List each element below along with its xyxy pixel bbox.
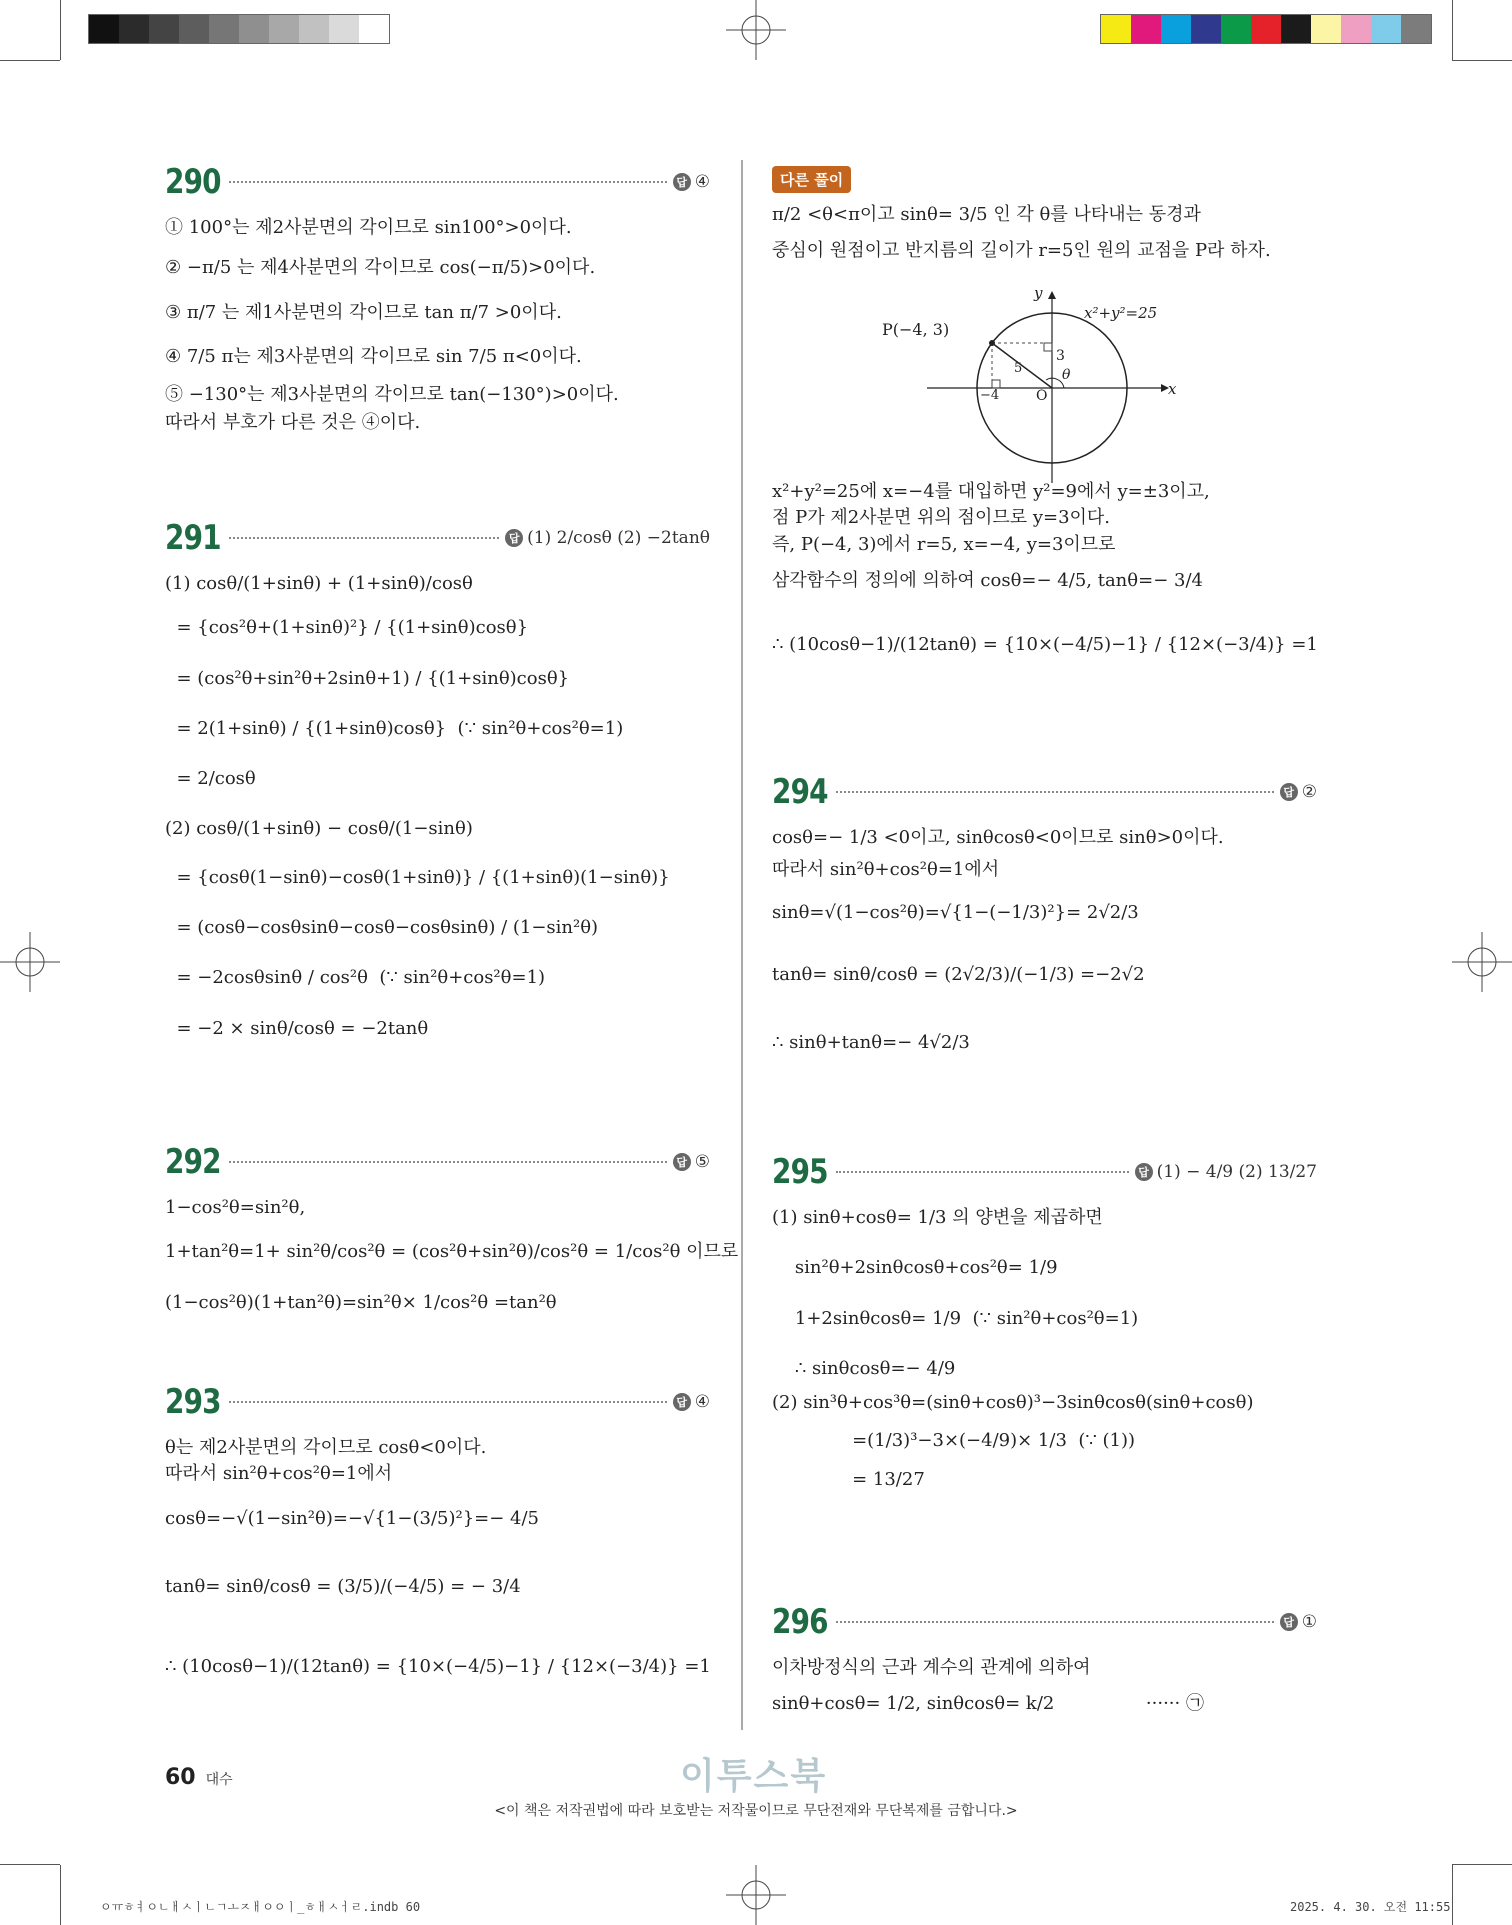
color-swatch xyxy=(1401,15,1431,43)
color-swatch xyxy=(149,15,179,43)
solution-line: 1−cos²θ=sin²θ, xyxy=(165,1197,306,1218)
solution-line: (1) cosθ/(1+sinθ) + (1+sinθ)/cosθ xyxy=(165,573,473,594)
point-p-label: P(−4, 3) xyxy=(882,320,950,339)
solution-lines xyxy=(165,1196,739,1315)
problem-290 xyxy=(165,160,710,436)
color-swatch xyxy=(1161,15,1191,43)
solution-line: π/2 <θ<π이고 sinθ= 3/5 인 각 θ를 나타내는 동경과 xyxy=(772,204,1201,225)
answer xyxy=(1280,782,1317,802)
problem-header xyxy=(772,1150,1317,1194)
problem-number: 293 xyxy=(165,1382,221,1422)
problem-number: 294 xyxy=(772,772,828,812)
leader-dots xyxy=(229,1401,667,1403)
color-swatch xyxy=(1221,15,1251,43)
problem-296 xyxy=(772,1600,1317,1717)
alt-solution-badge: 다른 풀이 xyxy=(772,166,851,193)
answer-value: (1) 2/cosθ (2) −2tanθ xyxy=(527,528,710,548)
solution-line: 1+tan²θ=1+ sin²θ/cos²θ = (cos²θ+sin²θ)/cos²θ = 1/cos²θ 이므로 xyxy=(165,1241,739,1263)
solution-line: 1+2sinθcosθ= 1/9 (∵ sin²θ+cos²θ=1) xyxy=(772,1307,1139,1329)
crop-mark xyxy=(1452,1864,1512,1865)
crop-mark xyxy=(60,1865,61,1925)
color-swatch xyxy=(1281,15,1311,43)
solution-line: ∴ (10cosθ−1)/(12tanθ) = {10×(−4/5)−1} / {12×(−3/4)} =1 xyxy=(772,634,1318,656)
problem-header xyxy=(772,770,1317,814)
solution-line: sin²θ+2sinθcosθ+cos²θ= 1/9 xyxy=(772,1257,1058,1279)
problem-header xyxy=(165,1140,710,1184)
origin-label: O xyxy=(1036,388,1048,404)
leader-dots xyxy=(836,1621,1274,1623)
problem-number: 292 xyxy=(165,1142,221,1182)
x-axis-label: x xyxy=(1168,380,1177,398)
answer-icon: 답 xyxy=(1280,1613,1298,1631)
problem-header xyxy=(772,1600,1317,1644)
solution-line: = −2cosθsinθ / cos²θ (∵ sin²θ+cos²θ=1) xyxy=(165,967,546,989)
color-swatch xyxy=(1371,15,1401,43)
solution-line: ③ π/7 는 제1사분면의 각이므로 tan π/7 >0이다. xyxy=(165,301,562,323)
answer-icon: 답 xyxy=(673,1393,691,1411)
alternative-solution xyxy=(772,166,1317,264)
answer-value: ⑤ xyxy=(694,1152,710,1172)
solution-line: = −2 × sinθ/cosθ = −2tanθ xyxy=(165,1017,429,1039)
answer-icon: 답 xyxy=(505,529,523,547)
alternative-solution-continued xyxy=(772,480,1317,657)
solution-line: = (cos²θ+sin²θ+2sinθ+1) / {(1+sinθ)cosθ} xyxy=(165,667,570,689)
problem-292 xyxy=(165,1140,739,1315)
y-axis-label: y xyxy=(1034,284,1043,302)
solution-line: ∴ sinθcosθ=− 4/9 xyxy=(772,1357,956,1379)
solution-line: (2) sin³θ+cos³θ=(sinθ+cosθ)³−3sinθcosθ(sinθ+cosθ) xyxy=(772,1392,1254,1414)
solution-lines xyxy=(772,826,1317,1055)
solution-line: ∴ sinθ+tanθ=− 4√2/3 xyxy=(772,1032,970,1054)
answer xyxy=(673,1152,710,1172)
color-swatch xyxy=(269,15,299,43)
registration-mark-left xyxy=(0,932,60,992)
color-swatch xyxy=(1251,15,1281,43)
answer-value: ① xyxy=(1301,1612,1317,1632)
solution-line: 중심이 원점이고 반지름의 길이가 r=5인 원의 교점을 P라 하자. xyxy=(772,240,1271,262)
page-footer xyxy=(165,1765,233,1790)
leader-dots xyxy=(836,1171,1129,1173)
solution-line: ① 100°는 제2사분면의 각이므로 sin100°>0이다. xyxy=(165,217,572,238)
answer-icon: 답 xyxy=(673,1153,691,1171)
solution-line: sinθ=√(1−cos²θ)=√{1−(−1/3)²}= 2√2/3 xyxy=(772,901,1139,923)
answer-icon: 답 xyxy=(1280,783,1298,801)
color-swatch xyxy=(1191,15,1221,43)
crop-mark xyxy=(0,60,60,61)
solution-line: tanθ= sinθ/cosθ = (2√2/3)/(−1/3) =−2√2 xyxy=(772,963,1145,985)
subject-label: 대수 xyxy=(205,1772,233,1788)
answer-icon: 답 xyxy=(673,173,691,191)
solution-line: = {cosθ(1−sinθ)−cosθ(1+sinθ)} / {(1+sinθ)(1−sinθ)} xyxy=(165,866,670,888)
problem-295 xyxy=(772,1150,1317,1492)
solution-line: θ는 제2사분면의 각이므로 cosθ<0이다. xyxy=(165,1437,487,1458)
problem-291 xyxy=(165,516,710,1041)
solution-lines xyxy=(165,572,710,1041)
problem-number: 295 xyxy=(772,1152,828,1192)
solution-line: (2) cosθ/(1+sinθ) − cosθ/(1−sinθ) xyxy=(165,818,473,840)
problem-number: 290 xyxy=(165,162,221,202)
unit-circle-figure xyxy=(882,284,1182,488)
solution-line: 삼각함수의 정의에 의하여 cosθ=− 4/5, tanθ=− 3/4 xyxy=(772,569,1203,591)
problem-294 xyxy=(772,770,1317,1055)
registration-mark-bottom xyxy=(726,1865,786,1925)
page-number: 60 xyxy=(165,1765,196,1790)
answer-value: ④ xyxy=(694,172,710,192)
solution-lines xyxy=(772,203,1317,264)
color-swatch xyxy=(1131,15,1161,43)
solution-line: 따라서 sin²θ+cos²θ=1에서 xyxy=(772,859,1000,881)
leader-dots xyxy=(229,537,499,539)
color-swatch xyxy=(209,15,239,43)
color-swatch xyxy=(89,15,119,43)
problem-header xyxy=(165,160,710,204)
crop-mark xyxy=(0,1864,60,1865)
solution-line: cosθ=− 1/3 <0이고, sinθcosθ<0이므로 sinθ>0이다. xyxy=(772,827,1224,848)
color-swatch xyxy=(1101,15,1131,43)
solution-line: 점 P가 제2사분면 위의 점이므로 y=3이다. xyxy=(772,507,1111,529)
solution-line: =(1/3)³−3×(−4/9)× 1/3 (∵ (1)) xyxy=(772,1430,1136,1452)
answer xyxy=(505,528,710,548)
solution-line: ⑤ −130°는 제3사분면의 각이므로 tan(−130°)>0이다. xyxy=(165,384,619,406)
crop-mark xyxy=(1452,60,1512,61)
column-divider xyxy=(741,160,743,1730)
copyright-notice: <이 책은 저작권법에 따라 보호받는 저작물이므로 무단전재와 무단복제를 금합니다.> xyxy=(494,1803,1018,1819)
solution-line: ④ 7/5 π는 제3사분면의 각이므로 sin 7/5 π<0이다. xyxy=(165,345,582,367)
color-swatch xyxy=(1311,15,1341,43)
solution-line: 즉, P(−4, 3)에서 r=5, x=−4, y=3이므로 xyxy=(772,533,1116,555)
leader-dots xyxy=(229,181,667,183)
solution-line: tanθ= sinθ/cosθ = (3/5)/(−4/5) = − 3/4 xyxy=(165,1575,521,1597)
x-coordinate-label: −4 xyxy=(980,388,1000,403)
color-swatch xyxy=(1341,15,1371,43)
crop-mark xyxy=(1452,1865,1453,1925)
solution-line: ∴ (10cosθ−1)/(12tanθ) = {10×(−4/5)−1} / {12×(−3/4)} =1 xyxy=(165,1656,711,1678)
circle-equation-label: x²+y²=25 xyxy=(1084,304,1158,322)
leader-dots xyxy=(836,791,1274,793)
solution-lines xyxy=(165,1436,710,1679)
color-swatch xyxy=(359,15,389,43)
solution-line: cosθ=−√(1−sin²θ)=−√{1−(3/5)²}=− 4/5 xyxy=(165,1507,540,1529)
solution-line: = 13/27 xyxy=(772,1468,925,1490)
answer xyxy=(673,1392,710,1412)
answer-icon: 답 xyxy=(1135,1163,1153,1181)
solution-line: 이차방정식의 근과 계수의 관계에 의하여 xyxy=(772,1657,1091,1678)
crop-mark xyxy=(60,0,61,60)
theta-label: θ xyxy=(1062,367,1071,383)
registration-mark-top xyxy=(726,0,786,60)
print-timestamp: 2025. 4. 30. 오전 11:55 xyxy=(1290,1900,1451,1914)
solution-line: x²+y²=25에 x=−4를 대입하면 y²=9에서 y=±3이고, xyxy=(772,481,1210,502)
answer xyxy=(1280,1612,1317,1632)
file-slug: ㅇㅠㅎㅕㅇㄴㅐㅅㅣㄴㄱㅗㅈㅐㅇㅇㅣ_ㅎㅐㅅㅓㄹ.indb 60 xyxy=(100,1900,421,1914)
solution-line: sinθ+cosθ= 1/2, sinθcosθ= k/2 ······ ㉠ xyxy=(772,1693,1204,1715)
color-swatch xyxy=(179,15,209,43)
radius-label: 5 xyxy=(1014,361,1023,376)
height-label: 3 xyxy=(1056,348,1065,364)
solution-lines xyxy=(772,480,1317,657)
solution-line: = 2(1+sinθ) / {(1+sinθ)cosθ} (∵ sin²θ+cos²θ=1) xyxy=(165,717,624,739)
crop-mark xyxy=(1452,0,1453,60)
color-swatch xyxy=(239,15,269,43)
gray-color-bar xyxy=(88,14,390,44)
problem-number: 296 xyxy=(772,1602,828,1642)
answer xyxy=(673,172,710,192)
leader-dots xyxy=(229,1161,667,1163)
problem-header xyxy=(165,1380,710,1424)
solution-line: = 2/cosθ xyxy=(165,768,256,790)
solution-line: 따라서 부호가 다른 것은 ④이다. xyxy=(165,412,421,434)
problem-293 xyxy=(165,1380,710,1679)
solution-lines xyxy=(772,1206,1317,1492)
solution-line: (1) sinθ+cosθ= 1/3 의 양변을 제곱하면 xyxy=(772,1207,1103,1228)
solution-lines xyxy=(772,1656,1317,1717)
answer-value: (1) − 4/9 (2) 13/27 xyxy=(1156,1162,1317,1182)
publisher-logo: 이투스북 xyxy=(680,1756,828,1797)
solution-line: ② −π/5 는 제4사분면의 각이므로 cos(−π/5)>0이다. xyxy=(165,257,596,279)
color-bar xyxy=(1100,14,1432,44)
answer-value: ④ xyxy=(694,1392,710,1412)
problem-number: 291 xyxy=(165,518,221,558)
solution-line: = {cos²θ+(1+sinθ)²} / {(1+sinθ)cosθ} xyxy=(165,617,529,639)
solution-line: 따라서 sin²θ+cos²θ=1에서 xyxy=(165,1463,393,1485)
solution-lines xyxy=(165,216,710,436)
problem-header xyxy=(165,516,710,560)
color-swatch xyxy=(119,15,149,43)
answer xyxy=(1135,1162,1317,1182)
color-swatch xyxy=(299,15,329,43)
solution-line: = (cosθ−cosθsinθ−cosθ−cosθsinθ) / (1−sin²θ) xyxy=(165,917,599,939)
color-swatch xyxy=(329,15,359,43)
answer-value: ② xyxy=(1301,782,1317,802)
solution-line: (1−cos²θ)(1+tan²θ)=sin²θ× 1/cos²θ =tan²θ xyxy=(165,1291,557,1313)
registration-mark-right xyxy=(1452,932,1512,992)
